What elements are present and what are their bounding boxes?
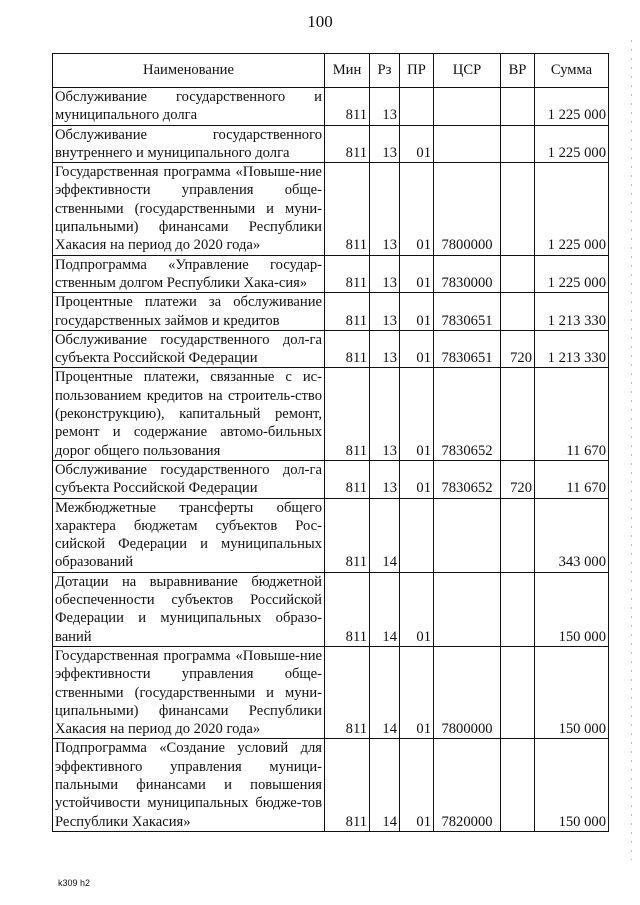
cell-name: Обслуживание государственного и муниципального долга bbox=[53, 88, 325, 126]
cell-name: Дотации на выравнивание бюджетной обеспеченности субъектов Российской Федерации и муниципальных образо-ваний bbox=[53, 572, 325, 646]
header-csr: ЦСР bbox=[434, 54, 501, 88]
cell-sum: 150 000 bbox=[535, 739, 609, 831]
table-row bbox=[53, 293, 609, 331]
cell-sum: 1 213 330 bbox=[535, 293, 609, 331]
cell-csr bbox=[434, 498, 501, 572]
scan-edge-artifact bbox=[631, 40, 632, 860]
cell-rz: 13 bbox=[370, 460, 400, 498]
table-header-row bbox=[53, 54, 609, 88]
cell-vr bbox=[501, 163, 535, 255]
cell-rz: 14 bbox=[370, 646, 400, 738]
cell-name: Процентные платежи за обслуживание государственных займов и кредитов bbox=[53, 293, 325, 331]
header-vr: ВР bbox=[501, 54, 535, 88]
table-row bbox=[53, 125, 609, 163]
cell-vr bbox=[501, 572, 535, 646]
cell-name: Обслуживание государственного дол-га субъекта Российской Федерации bbox=[53, 460, 325, 498]
cell-csr: 7830000 bbox=[434, 255, 501, 293]
cell-min: 811 bbox=[325, 498, 370, 572]
cell-sum: 1 225 000 bbox=[535, 125, 609, 163]
cell-csr bbox=[434, 572, 501, 646]
cell-csr: 7820000 bbox=[434, 739, 501, 831]
cell-rz: 13 bbox=[370, 293, 400, 331]
table-row bbox=[53, 572, 609, 646]
cell-pr bbox=[400, 498, 434, 572]
cell-csr bbox=[434, 88, 501, 126]
budget-table bbox=[52, 53, 609, 832]
table-body bbox=[53, 88, 609, 832]
cell-name: Подпрограмма «Создание условий для эффективного управления муници-пальными финансами и повышения устойчивости муниципальных бюдже-тов Республики Хакасия» bbox=[53, 739, 325, 831]
cell-csr: 7830652 bbox=[434, 368, 501, 460]
cell-rz: 13 bbox=[370, 330, 400, 368]
cell-sum: 11 670 bbox=[535, 368, 609, 460]
header-name: Наименование bbox=[53, 54, 325, 88]
cell-vr bbox=[501, 646, 535, 738]
cell-min: 811 bbox=[325, 88, 370, 126]
cell-rz: 14 bbox=[370, 572, 400, 646]
cell-pr bbox=[400, 88, 434, 126]
cell-min: 811 bbox=[325, 572, 370, 646]
cell-vr bbox=[501, 255, 535, 293]
cell-vr bbox=[501, 498, 535, 572]
cell-rz: 14 bbox=[370, 739, 400, 831]
page-number: 100 bbox=[307, 12, 333, 31]
table-row bbox=[53, 368, 609, 460]
table-row bbox=[53, 646, 609, 738]
cell-min: 811 bbox=[325, 368, 370, 460]
cell-min: 811 bbox=[325, 163, 370, 255]
cell-min: 811 bbox=[325, 255, 370, 293]
cell-pr: 01 bbox=[400, 572, 434, 646]
table-row bbox=[53, 739, 609, 831]
cell-vr bbox=[501, 739, 535, 831]
cell-sum: 150 000 bbox=[535, 572, 609, 646]
cell-sum: 150 000 bbox=[535, 646, 609, 738]
cell-sum: 1 225 000 bbox=[535, 88, 609, 126]
cell-rz: 13 bbox=[370, 255, 400, 293]
table-row bbox=[53, 88, 609, 126]
cell-csr: 7830652 bbox=[434, 460, 501, 498]
cell-sum: 343 000 bbox=[535, 498, 609, 572]
header-pr: ПР bbox=[400, 54, 434, 88]
footer-code: k309 h2 bbox=[58, 878, 91, 888]
table-row bbox=[53, 163, 609, 255]
cell-min: 811 bbox=[325, 739, 370, 831]
cell-pr: 01 bbox=[400, 125, 434, 163]
header-sum: Сумма bbox=[535, 54, 609, 88]
cell-rz: 13 bbox=[370, 368, 400, 460]
cell-rz: 13 bbox=[370, 125, 400, 163]
cell-sum: 1 225 000 bbox=[535, 163, 609, 255]
cell-csr: 7800000 bbox=[434, 163, 501, 255]
cell-pr: 01 bbox=[400, 330, 434, 368]
cell-min: 811 bbox=[325, 125, 370, 163]
cell-vr: 720 bbox=[501, 330, 535, 368]
cell-name: Процентные платежи, связанные с ис-пользованием кредитов на строитель-ство (реконструкцию), капитальный ремонт, ремонт и содержание автомо-бильных дорог общего пользования bbox=[53, 368, 325, 460]
table-row bbox=[53, 498, 609, 572]
cell-pr: 01 bbox=[400, 739, 434, 831]
table-row bbox=[53, 255, 609, 293]
cell-vr bbox=[501, 88, 535, 126]
cell-min: 811 bbox=[325, 330, 370, 368]
cell-name: Межбюджетные трансферты общего характера бюджетам субъектов Рос-сийской Федерации и муниципальных образований bbox=[53, 498, 325, 572]
cell-csr: 7800000 bbox=[434, 646, 501, 738]
table-row bbox=[53, 330, 609, 368]
cell-rz: 13 bbox=[370, 88, 400, 126]
cell-min: 811 bbox=[325, 646, 370, 738]
cell-min: 811 bbox=[325, 293, 370, 331]
cell-name: Обслуживание государственного внутреннего и муниципального долга bbox=[53, 125, 325, 163]
cell-name: Государственная программа «Повыше-ние эффективности управления обще-ственными (государственными и муни-ципальными) финансами Республики Хакасия на период до 2020 года» bbox=[53, 646, 325, 738]
cell-rz: 13 bbox=[370, 163, 400, 255]
cell-csr: 7830651 bbox=[434, 330, 501, 368]
cell-csr: 7830651 bbox=[434, 293, 501, 331]
cell-csr bbox=[434, 125, 501, 163]
cell-sum: 1 213 330 bbox=[535, 330, 609, 368]
cell-name: Обслуживание государственного дол-га субъекта Российской Федерации bbox=[53, 330, 325, 368]
cell-pr: 01 bbox=[400, 646, 434, 738]
cell-pr: 01 bbox=[400, 460, 434, 498]
cell-vr bbox=[501, 368, 535, 460]
cell-pr: 01 bbox=[400, 255, 434, 293]
cell-vr: 720 bbox=[501, 460, 535, 498]
cell-rz: 14 bbox=[370, 498, 400, 572]
header-rz: Рз bbox=[370, 54, 400, 88]
cell-vr bbox=[501, 125, 535, 163]
cell-pr: 01 bbox=[400, 368, 434, 460]
header-min: Мин bbox=[325, 54, 370, 88]
cell-name: Подпрограмма «Управление государ-ственным долгом Республики Хака-сия» bbox=[53, 255, 325, 293]
cell-sum: 1 225 000 bbox=[535, 255, 609, 293]
cell-vr bbox=[501, 293, 535, 331]
cell-pr: 01 bbox=[400, 163, 434, 255]
cell-min: 811 bbox=[325, 460, 370, 498]
cell-name: Государственная программа «Повыше-ние эффективности управления обще-ственными (государственными и муни-ципальными) финансами Республики Хакасия на период до 2020 года» bbox=[53, 163, 325, 255]
table-row bbox=[53, 460, 609, 498]
cell-sum: 11 670 bbox=[535, 460, 609, 498]
cell-pr: 01 bbox=[400, 293, 434, 331]
